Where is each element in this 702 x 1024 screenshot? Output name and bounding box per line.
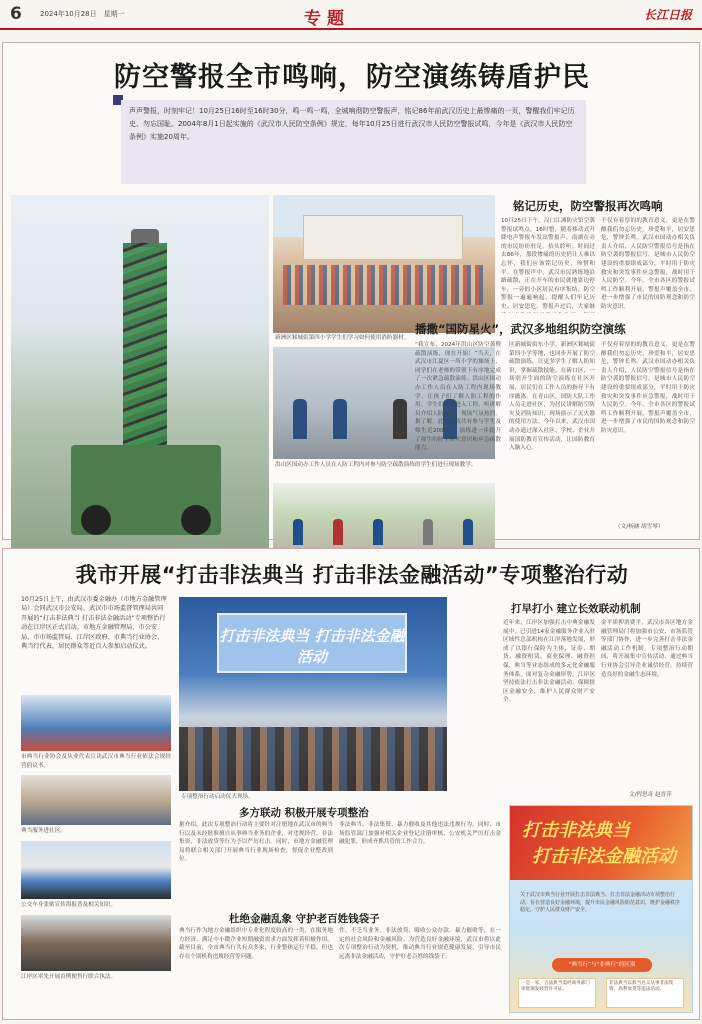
article-intro: 10月25日上午，由武汉市委金融办（市地方金融管理局）会同武汉市公安局、武汉市市场监督管理局共同开展的“打击非法典当 打击非法金融活动”专项整治行动在江岸区正式启动。市地方金融管理局、市公安局、市市场监管局、江岸区政府、市典当行业协会、典当行代表、居民群众等近百人参加启动仪式。 [21,596,167,651]
photo-bus-poster [21,841,171,899]
subhead-long-term: 打早打小 建立长效联动机制 [511,603,641,615]
lift-mast-shape [123,243,167,453]
body-col-b2: 件。不乏当业务、非法放贷、吸收公众存款、暴力催收等，在一定的社会风险和金融风险。为营造良好金融环境，武汉市将以此次专项整治行动为契机，推动典当行业规范健康发展，引导市民远离非法金融活动，守护好老百姓的钱袋子。 [339,928,501,960]
section-title: 专题 [304,9,350,29]
body-col-1: 10月25日下午，汉口江滩防灾馆空袭警报试鸣点，16时整，随着移动式升降电声警报车发出警报声，南湖在旁的市民纷纷驻足，抬头聆听。时间过去86年，那段惨痛的历史仍让人难以忘怀，我们应该铭记历史，珍惜和平。在警报声中，武汉市民熟练地沿路疏散，正在开车的市民就地靠边停车，一旁的小区居民有序集结。防空警报一遍遍响起，提醒人们牢记历史、居安思危。警报声过后，大家继 [501,218,595,310]
article-title: 防空警报全市鸣响，防空演练铸盾护民 [114,62,590,93]
subhead-joint-action: 多方联动 积极开展专项整治 [239,807,369,819]
caption-s3: 公交车身张贴宣传海报普及相关知识。 [21,902,117,908]
article-pawn-crackdown [2,548,700,1020]
person-shape [373,519,383,545]
person-shape [293,519,303,545]
poster-body: 关于武汉市典当行业开展打击非法典当、打击非法金融活动专项整治行动，旨在营造良好金融环境，提升市民金融风险防范意识，维护金融秩序稳定，守护人民群众财产安全。 [520,892,681,913]
person-shape [333,519,343,545]
page-header [0,0,702,30]
body-col-r2: 金平质押消费平，武汉市各区地方金融管理局门将加强市公安、市场监管等部门协作，进一步完善打击非法金融活动工作机制。专项整治行动期间，将开展集中宣传活动，通过典当行业协会引导企业诚信经营，持续营造良好的金融生态环境。 [601,620,693,678]
photo-industry-pledge [21,695,171,751]
body-col-r1: 近年来，江岸区加强打击中典金融发展中，已引进14家金融服务企业入驻区域性总部机构在江岸落地发展，形成了以银行保险为主体，证券、期货、融资租赁、商业保理、融资担保、典当等业态组成的多元化金融服务体系。面对复杂金融形势，江岸区坚持依法打击非法金融活动，保障辖区金融安全，维护人民群众财产安全。 [503,620,595,704]
body-col-4: 区新城街街东小学、新洲区邾城街第四小学等地，也同步开展了防空疏散演练，让更多学生了解人防知识，掌握疏散技能。在硚口区，一场别开生面的防空演练在社区开展，居民们在工作人员的指导下有序撤离。在青山区，国防大队工作人员走进社区，为居民讲解防空防灾及消防知识，现场演示了灭火器的使用方法。今年以来，武汉市国动办通过深入社区、学校、企业开展国防教育宣传活动，让国防教育入脑入心。 [509,342,595,452]
byline: 文/程思奇 赵晋萍 [629,792,672,798]
photo-school [273,195,495,333]
newspaper-logo: 长江日报 [643,8,692,22]
article-title: 我市开展“打击非法典当 打击非法金融活动”专项整治行动 [75,563,629,587]
body-col-m1: 据介绍，此次专项整治行动将主要针对注册地在武汉市的典当行以及未经批准擅自从事典当业务的企业，对违规经营、非法集资、非法放贷等行为予以严厉打击。同时，市地方金融管理局将联合相关部门开展典当行业现场检查，督促企业整改到位。 [179,822,333,863]
issue-date: 2024年10月28日 星期一 [40,10,125,18]
photo-joint-enforcement [21,915,171,971]
poster-headline-1: 打击非法典当 [522,820,630,841]
article-lead: 声声警报，时刻牢记！10月25日16时至16时30分，鸣一鸣一鸣，全城响彻防空警报声，铭记86年前武汉历史上最惨痛的一页，警醒我们牢记历史、勿忘国耻。2004年8月1日起实施的《武汉市人民防空条例》规定，每年10月25日进行武汉市人民防空警报试鸣，今年是《武汉市人民防空条例》实施20周年。 [121,100,586,184]
body-col-2: 不仅有着厚的的教育意义，更是在警醒我们勿忘历史，珍爱和平，居安思危，警钟长鸣。武汉市国动办相关负责人介绍，人民防空警报信号是指在防空袭的警报信号，是城市人民防空建设的重要组成部分，平时用于防灾救灾和突发事件应急警报，战时用于人民防空。今年，全市各区的警报试鸣工作顺利开展，警报声覆盖全市，进一步增强了市民的国防观念和防空防灾意识。 [601,218,695,310]
audience-shape [179,727,447,791]
byline: （文/杨涵 胡雪琴） [615,524,664,530]
person-shape [393,399,407,439]
caption-stage: 专项整治行动启动仪式现场。 [181,794,254,800]
subhead-drills: 播撒“国防星火”，武汉多地组织防空演练 [415,322,626,336]
page-number: 6 [10,4,22,24]
body-col-m2: 非法典当、非法集资、暴力催收及其他违法违规行为。同时，市场监管部门加强对相关企业登记注册审核，公安机关严厉打击金融犯罪，形成齐抓共管的工作合力。 [339,822,501,846]
body-col-3: “我宣布，2024年洪山区防空袭暨疏散演练，现在开始！”当天，在武汉市江夏区一所小学的操场上，同学们在老师的带领下有序地完成了一次紧急疏散演练。洪山区国动办工作人员在人防工程内现场教学，让孩子们了解人防工程的作用。学生们有序进入工程，听讲解员介绍人防知识，现场气氛热烈。据了解，此次演练共有参与学生及师生近2000人，演练进一步提升了师生的防空防灾意识和应急疏散能力。 [415,342,501,452]
person-shape [293,399,307,439]
body-col-b1: 典当行作为地方金融组织中专业化程度较高的一类，在服务地方经济、满足中小微企业短期融资需求方面发挥着积极作用。截至目前，全市典当行共有众多家，行业整体运行平稳，但也存在个别机构违规经营等问题。 [179,928,333,960]
article-air-defense [2,42,700,540]
body-col-5: 不仅有着厚的的教育意义，更是在警醒我们勿忘历史，珍爱和平，居安思危，警钟长鸣。武汉市国动办相关负责人介绍，人民防空警报信号是指在防空袭的警报信号，是城市人民防空建设的重要组成部分，平时用于防灾救灾和突发事件应急警报，战时用于人民防空。今年，全市各区的警报试鸣工作顺利开展，警报声覆盖全市，进一步增强了市民的国防观念和防空防灾意识。 [601,342,695,434]
caption-s1: 市典当行业协会及从业代表宣读武汉市典当行业依法合规经营倡议书。 [21,754,171,769]
poster-pill: “典当行”与“非典行”的区别 [552,958,652,972]
caption-s2: 典当服务进社区。 [21,828,66,834]
building-shape [303,215,463,260]
wheel-shape [81,505,111,535]
subhead-history: 铭记历史，防空警报再次鸣响 [513,199,663,213]
caption-drill: 洪山区国动办工作人员在人防工程内对参与防空疏散演练的学生们进行现场教学。 [275,462,477,468]
subhead-protect-wallets: 杜绝金融乱象 守护老百姓钱袋子 [229,913,380,925]
wheel-shape [181,505,211,535]
photo-siren-lift [11,195,269,555]
stage-screen-text: 打击非法典当 打击非法金融活动 [219,627,405,666]
caption-s4: 江岸区率先开展首例便售行联合执法。 [21,974,117,980]
crowd-shape [283,265,483,305]
caption-school: 新洲区邾城街第四小学学生们学习如何使用消防器材。 [275,335,410,341]
person-shape [333,399,347,439]
poster-box-left: 一是一家，合法典当需经商务部门审批颁发经营许可证。 [518,978,596,1008]
photo-launch-ceremony [179,597,447,791]
campaign-poster [509,805,693,1013]
poster-box-right: 非法典当以典当名义从事非法集资、高利放贷等违法活动。 [606,978,684,1008]
poster-headline-2: 打击非法金融活动 [532,846,676,867]
photo-community-service [21,775,171,825]
